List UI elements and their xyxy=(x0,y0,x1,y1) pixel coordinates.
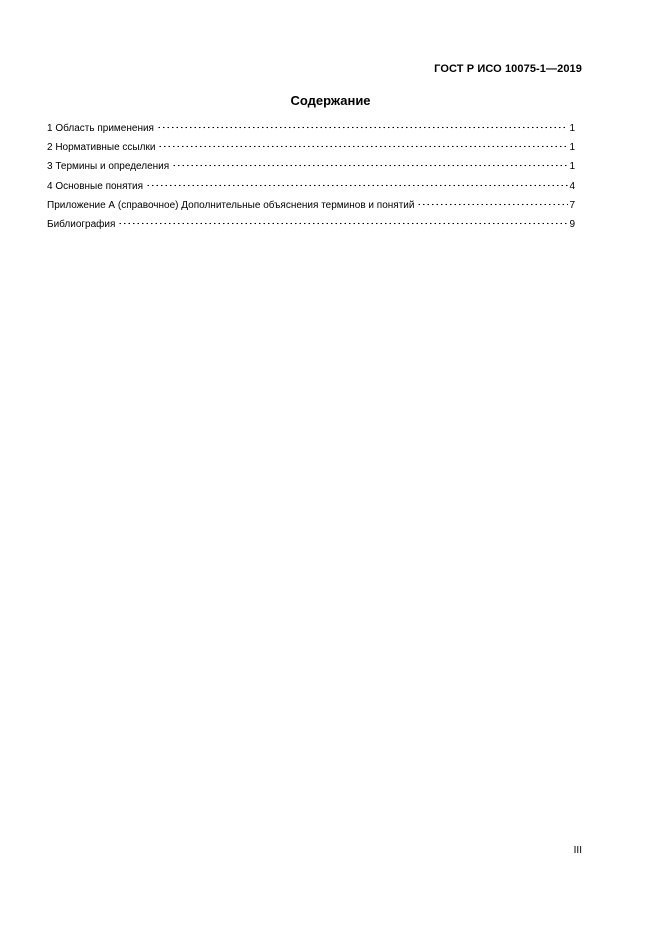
toc-item-label: 4 Основные понятия xyxy=(47,180,146,194)
toc-item-page: 1 xyxy=(569,123,575,134)
toc-item-page: 7 xyxy=(569,199,575,211)
table-of-contents xyxy=(47,122,575,237)
toc-leader-dots xyxy=(157,126,568,129)
toc-item-basic-concepts[interactable] xyxy=(47,180,575,199)
toc-title: Содержание xyxy=(290,93,371,108)
toc-item-label: 3 Термины и определения xyxy=(47,160,172,174)
toc-item-page: 1 xyxy=(569,161,575,173)
toc-leader-dots xyxy=(158,145,568,148)
toc-item-appendix-a[interactable] xyxy=(47,199,575,218)
toc-item-label: Приложение А (справочное) Дополнительные объяснения терминов и понятий xyxy=(47,199,417,213)
toc-item-page: 9 xyxy=(569,218,575,230)
toc-item-terms-definitions[interactable] xyxy=(47,160,575,179)
toc-item-label: 2 Нормативные ссылки xyxy=(47,141,158,155)
page-number: III xyxy=(573,845,582,856)
document-header-standard-id: ГОСТ Р ИСО 10075-1—2019 xyxy=(434,63,582,75)
toc-item-bibliography[interactable] xyxy=(47,218,575,237)
toc-item-normative-references[interactable] xyxy=(47,141,575,160)
toc-item-page: 4 xyxy=(569,180,575,192)
toc-leader-dots xyxy=(172,164,568,167)
toc-item-label: 1 Область применения xyxy=(47,122,157,136)
toc-item-label: Библиография xyxy=(47,218,118,232)
toc-leader-dots xyxy=(118,222,568,225)
toc-leader-dots xyxy=(417,203,568,206)
toc-item-scope[interactable] xyxy=(47,122,575,141)
toc-item-page: 1 xyxy=(569,142,575,154)
toc-leader-dots xyxy=(146,184,568,187)
